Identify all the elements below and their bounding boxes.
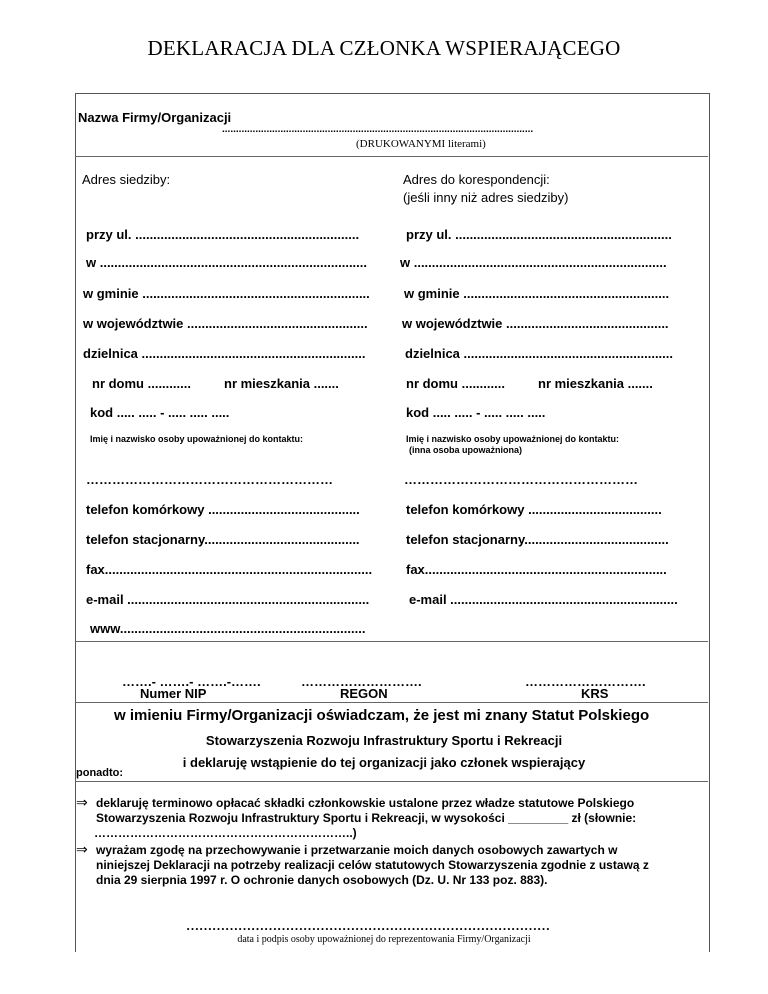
right-contact-label: Imię i nazwisko osoby upoważnionej do kontaktu: — [406, 434, 620, 444]
krs-label: KRS — [581, 686, 609, 701]
right-contact-sublabel: (inna osoba upoważniona) — [409, 445, 522, 455]
left-dzielnica-field[interactable]: dzielnica .............................................................. — [83, 346, 366, 361]
bullet-1-line-2: Stowarzyszenia Rozwoju Infrastruktury Sportu i Rekreacji, w wysokości _________ zł (słownie: — [96, 811, 637, 825]
right-gmina-field[interactable]: w gminie ......................................................... — [404, 286, 670, 301]
signature-field[interactable]: ………………………………………………………………………… — [186, 918, 550, 933]
divider — [75, 641, 708, 642]
right-woj-field[interactable]: w województwie ............................................. — [402, 316, 669, 331]
left-flat-field[interactable]: nr mieszkania ....... — [224, 376, 339, 391]
ponadto-label: ponadto: — [76, 767, 124, 779]
bullet-1-line-1: deklaruję terminowo opłacać składki członkowskie ustalone przez władze statutowe Polskiego — [96, 796, 635, 810]
bullet-2-line-2: niniejszej Deklaracji na potrzeby realizacji celów statutowych Stowarzyszenia zgodnie z ustawą z — [96, 858, 649, 872]
regon-label: REGON — [340, 686, 388, 701]
page-title: DEKLARACJA DLA CZŁONKA WSPIERAJĄCEGO — [147, 36, 621, 60]
bullet-2-line-3: dnia 29 sierpnia 1997 r. O ochronie danych osobowych (Dz. U. Nr 133 poz. 883). — [96, 873, 548, 887]
left-street-field[interactable]: przy ul. .............................................................. — [86, 227, 360, 242]
krs-field[interactable]: ………………………. — [525, 674, 646, 689]
left-city-field[interactable]: w .......................................................................... — [86, 255, 367, 270]
right-subheading: (jeśli inny niż adres siedziby) — [403, 190, 569, 205]
right-dzielnica-field[interactable]: dzielnica .......................................................... — [405, 346, 674, 361]
right-street-field[interactable]: przy ul. ............................................................ — [406, 227, 672, 242]
right-email-field[interactable]: e-mail ............................................................... — [409, 592, 678, 607]
left-landline-field[interactable]: telefon stacjonarny........................................... — [86, 532, 360, 547]
org-name-hint: (DRUKOWANYMI literami) — [356, 138, 486, 150]
divider — [75, 702, 708, 703]
bullet-1-line-3[interactable]: ………………………………………………………..) — [94, 826, 357, 840]
right-heading: Adres do korespondencji: — [403, 172, 550, 187]
left-contact-label: Imię i nazwisko osoby upoważnionej do kontaktu: — [90, 434, 304, 444]
signature-caption: data i podpis osoby upoważnionej do reprezentowania Firmy/Organizacji — [237, 934, 531, 945]
left-gmina-field[interactable]: w gminie ............................................................... — [83, 286, 370, 301]
right-landline-field[interactable]: telefon stacjonarny........................................ — [406, 532, 669, 547]
arrow-bullet-icon: ⇒ — [76, 794, 88, 810]
left-fax-field[interactable]: fax.......................................................................... — [86, 562, 373, 577]
statement-line-3: i deklaruję wstąpienie do tej organizacji jako członek wspierający — [182, 755, 586, 770]
right-fax-field[interactable]: fax................................................................... — [406, 562, 667, 577]
left-email-field[interactable]: e-mail ................................................................... — [86, 592, 370, 607]
left-contact-field[interactable]: ………………………………………………… — [86, 472, 333, 487]
left-heading: Adres siedziby: — [82, 172, 171, 187]
arrow-bullet-icon: ⇒ — [76, 841, 88, 857]
www-field[interactable]: www.................................................................... — [90, 621, 366, 636]
divider — [75, 156, 708, 157]
bullet-2-line-1: wyrażam zgodę na przechowywanie i przetwarzanie moich danych osobowych zawartych w — [96, 843, 618, 857]
org-name-line[interactable]: ................................................................................................................ — [222, 124, 534, 135]
nip-label: Numer NIP — [140, 686, 207, 701]
right-house-field[interactable]: nr domu ............ — [406, 376, 505, 391]
divider — [75, 781, 708, 782]
right-city-field[interactable]: w ...................................................................... — [400, 255, 667, 270]
right-postcode-field[interactable]: kod ..... ..... - ..... ..... ..... — [406, 405, 546, 420]
left-mobile-field[interactable]: telefon komórkowy .......................................... — [86, 502, 360, 517]
nip-field[interactable]: …….- …….- …….-……. — [122, 674, 261, 689]
right-mobile-field[interactable]: telefon komórkowy ..................................... — [406, 502, 662, 517]
statement-line-2: Stowarzyszenia Rozwoju Infrastruktury Sportu i Rekreacji — [205, 733, 563, 748]
regon-field[interactable]: ………………………. — [301, 674, 422, 689]
left-woj-field[interactable]: w województwie .................................................. — [83, 316, 368, 331]
statement-line-1: w imieniu Firmy/Organizacji oświadczam, że jest mi znany Statut Polskiego — [114, 707, 650, 724]
left-house-field[interactable]: nr domu ............ — [92, 376, 191, 391]
right-contact-field[interactable]: ……………………………………………… — [404, 472, 638, 487]
right-flat-field[interactable]: nr mieszkania ....... — [538, 376, 653, 391]
left-postcode-field[interactable]: kod ..... ..... - ..... ..... ..... — [90, 405, 230, 420]
org-name-label: Nazwa Firmy/Organizacji — [78, 110, 232, 125]
